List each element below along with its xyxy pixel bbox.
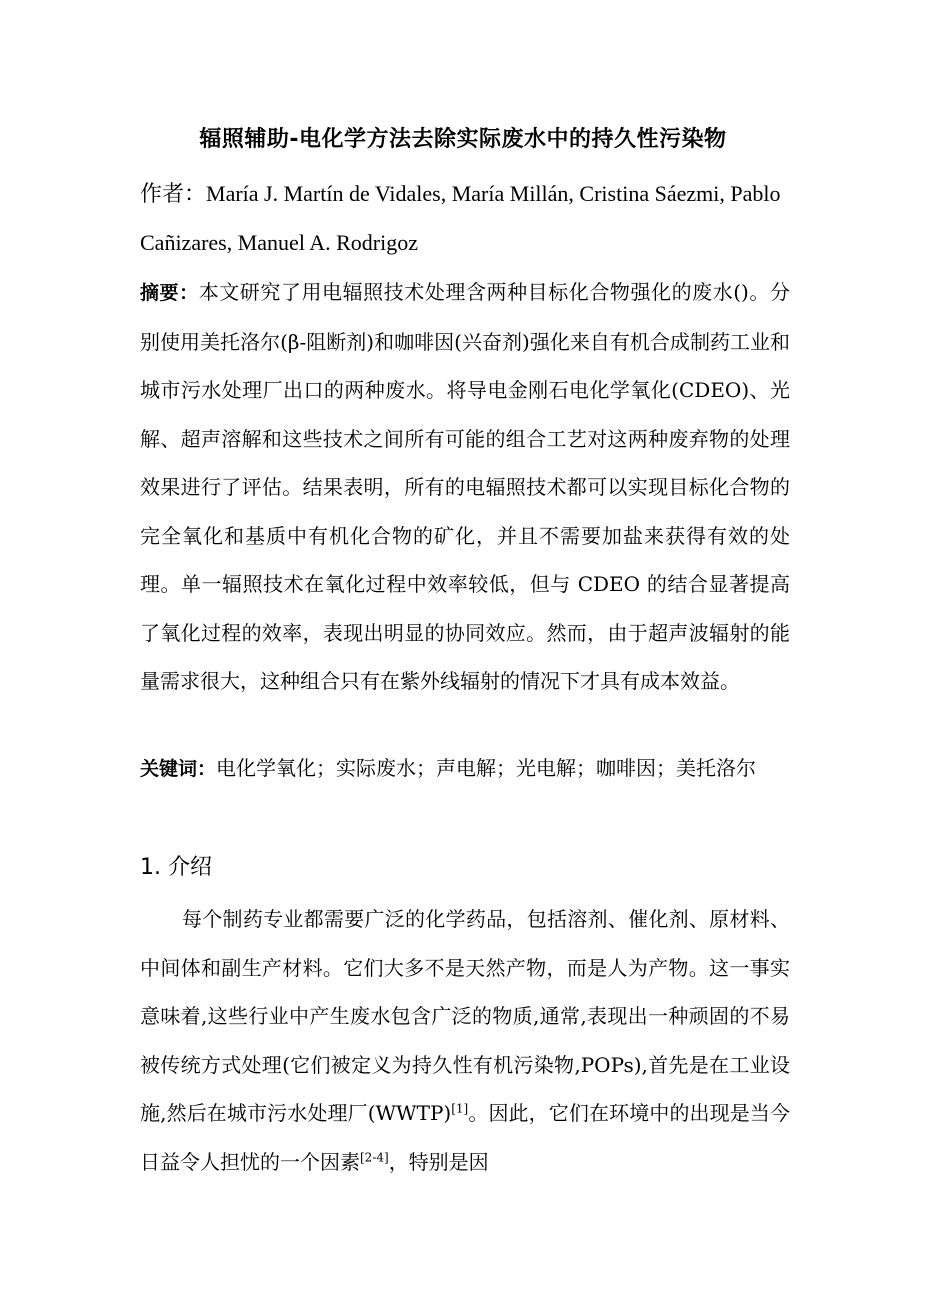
intro-text-2: 。因此，它们在环境中的出现是当今日益令人担忧的一个因素	[140, 1101, 791, 1174]
keywords	[140, 744, 790, 794]
citation-1: [1]	[451, 1101, 469, 1116]
keywords-label: 关键词：	[140, 758, 217, 780]
section-heading: 1. 介绍	[140, 855, 212, 880]
authors-label: 作者：	[140, 182, 207, 207]
intro-text-3: ，特别是因	[388, 1149, 489, 1174]
intro-paragraph	[140, 895, 790, 1186]
abstract-label: 摘要：	[140, 282, 199, 304]
intro-text-1: 每个制药专业都需要广泛的化学药品，包括溶剂、催化剂、原材料、中间体和副生产材料。它们大多不是天然产物，而是人为产物。这一事实意味着,这些行业中产生废水包含广泛的物质,通常,表现出一种顽固的不易被传统方式处理(它们被定义为持久性有机污染物,POPs),首先是在工业设施,然后在城市污水处理厂(WWTP)	[140, 907, 790, 1125]
citation-2: [2-4]	[360, 1149, 389, 1164]
abstract-text: 本文研究了用电辐照技术处理含两种目标化合物强化的废水()。分别使用美托洛尔(β-阻断剂)和咖啡因(兴奋剂)强化来自有机合成制药工业和城市污水处理厂出口的两种废水。将导电金刚石电化学氧化(CDEO)、光解、超声溶解和这些技术之间所有可能的组合工艺对这两种废弃物的处理效果进行了评估。结果表明，所有的电辐照技术都可以实现目标化合物的完全氧化和基质中有机化合物的矿化，并且不需要加盐来获得有效的处理。单一辐照技术在氧化过程中效率较低，但与 CDEO 的结合显著提高了氧化过程的效率，表现出明显的协同效应。然而，由于超声波辐射的能量需求很大，这种组合只有在紫外线辐射的情况下才具有成本效益。	[140, 280, 790, 693]
keywords-text: 电化学氧化；实际废水；声电解；光电解；咖啡因；美托洛尔	[216, 756, 757, 780]
author-line	[140, 170, 800, 267]
abstract	[140, 268, 790, 706]
paper-title: 辐照辅助-电化学方法去除实际废水中的持久性污染物	[199, 127, 727, 152]
author-names: María J. Martín de Vidales, María Millán, Cristina Sáezmi, Pablo Cañizares, Manuel A. Rodrigoz	[140, 181, 781, 255]
